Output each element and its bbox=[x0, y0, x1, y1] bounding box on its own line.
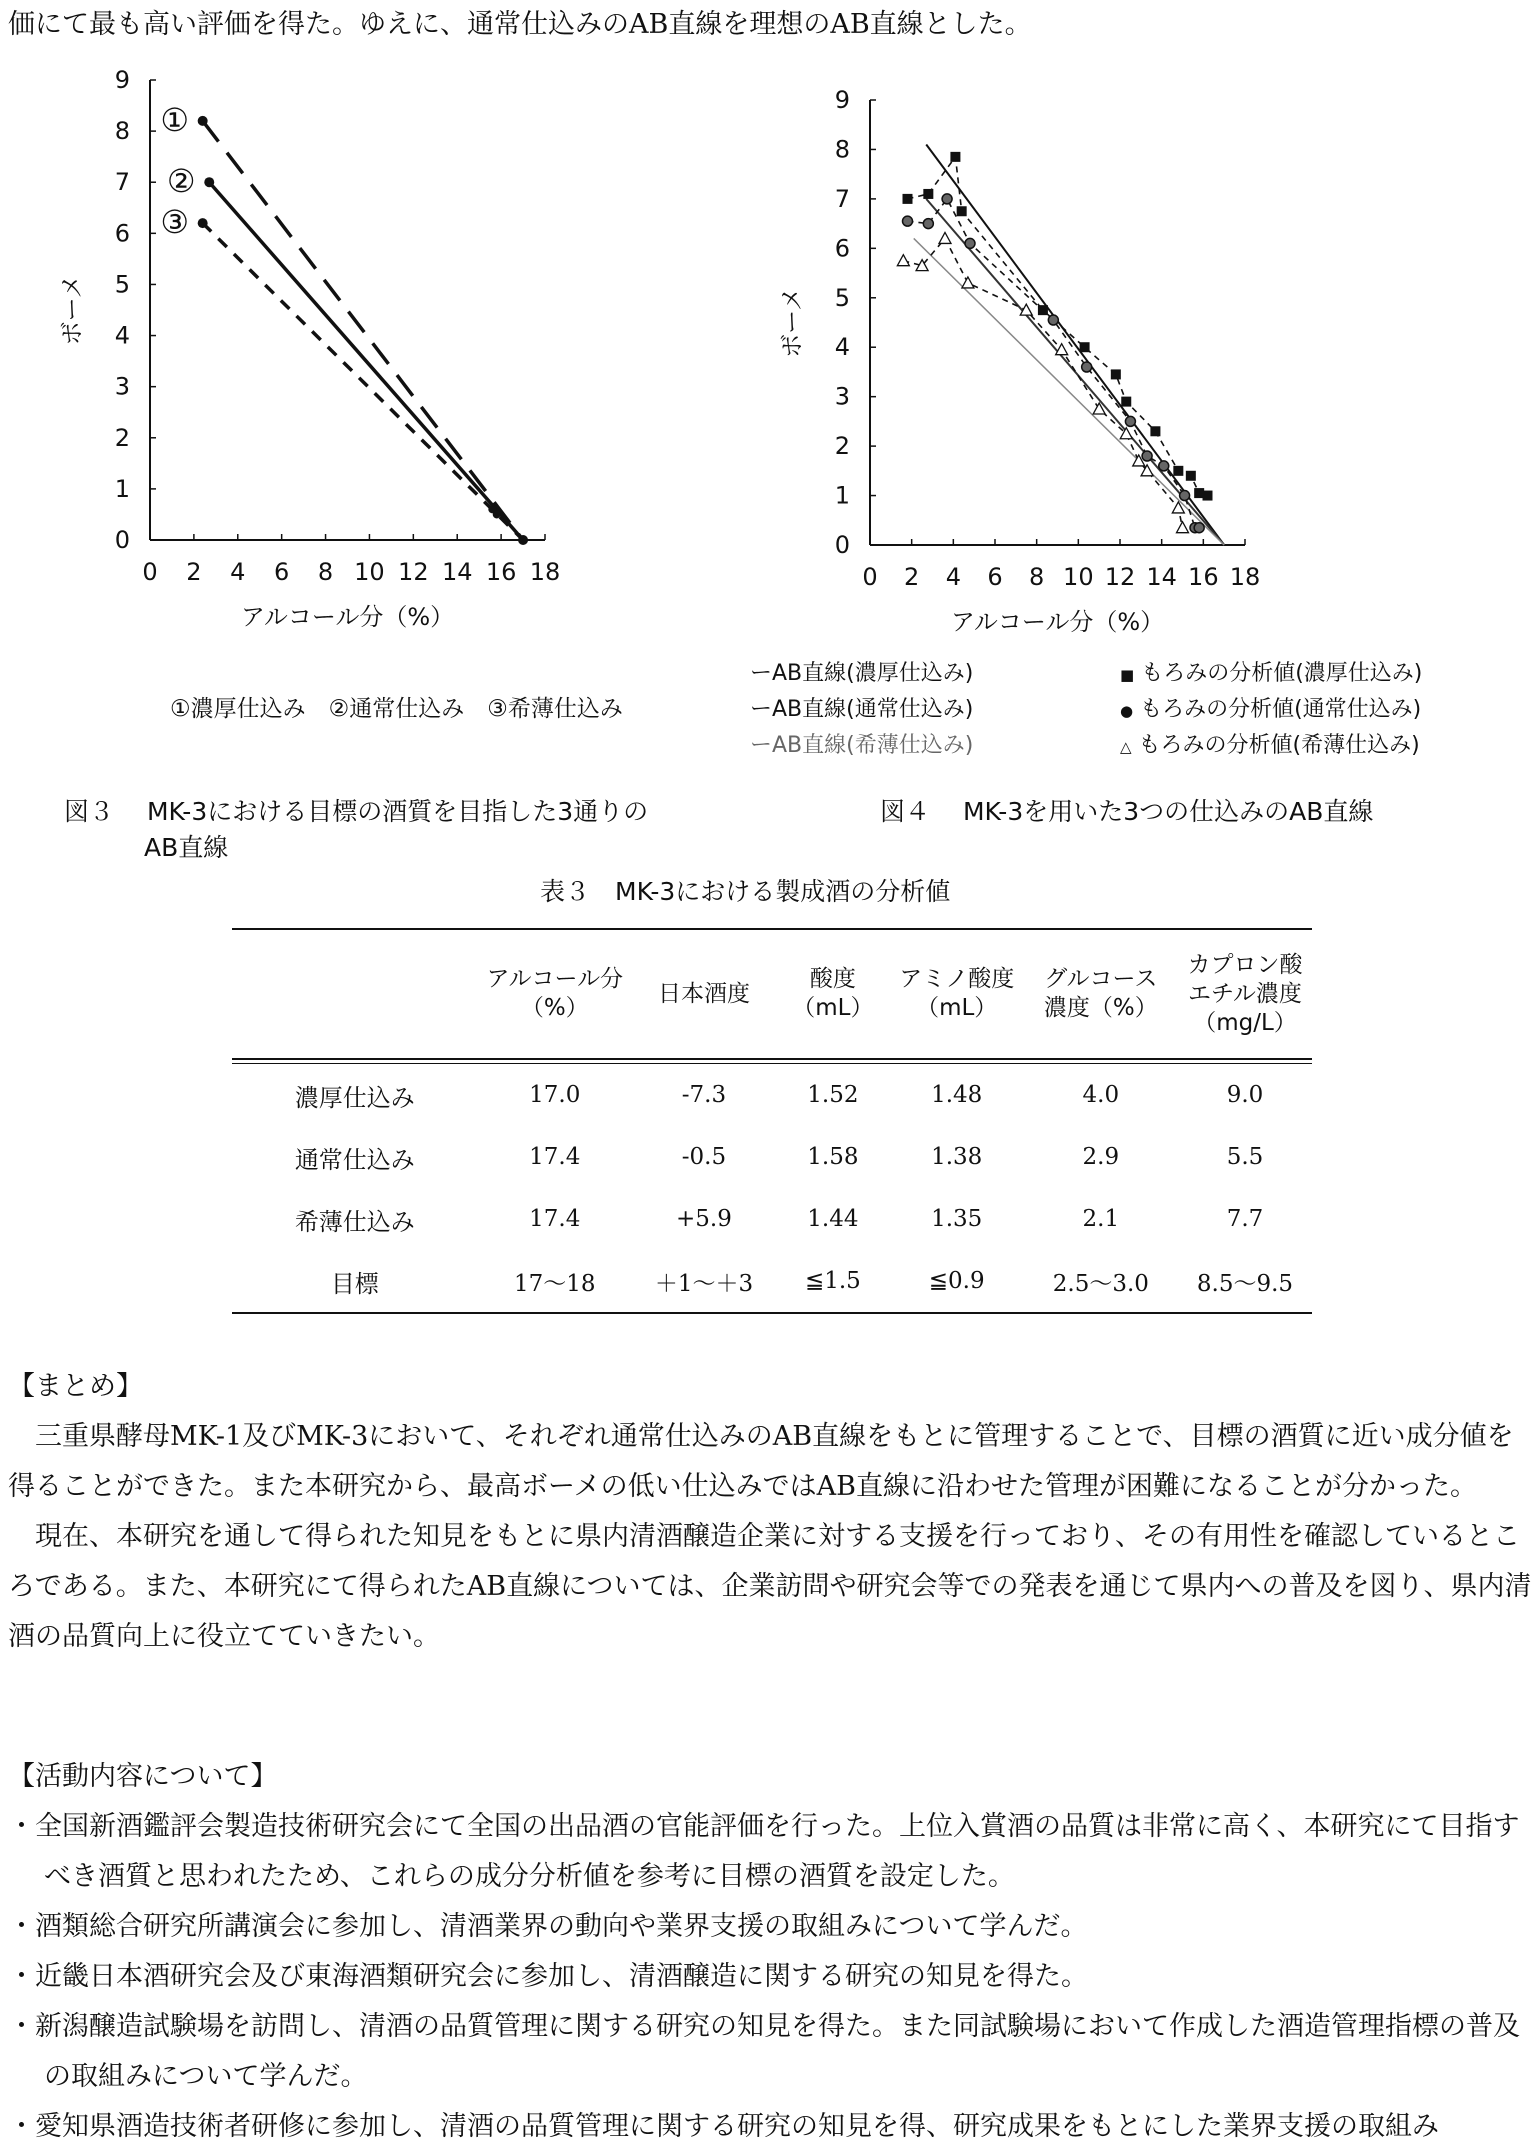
circle-marker bbox=[903, 216, 913, 226]
circle-marker bbox=[1125, 416, 1135, 426]
table-header-cell bbox=[632, 930, 776, 1058]
table-header-blank bbox=[232, 930, 478, 1058]
y-tick-label: 1 bbox=[114, 474, 130, 503]
table-header-cell bbox=[776, 930, 890, 1058]
triangle-marker bbox=[1056, 344, 1068, 355]
y-tick-label: 8 bbox=[834, 135, 850, 164]
summary-paragraph-1: 三重県酵母MK-1及びMK-3において、それぞれ通常仕込みのAB直線をもとに管理することで、目標の酒質に近い成分値を得ることができた。また本研究から、最高ボーメの低い仕込みではAB直線に沿わせた管理が困難になることが分かった。 bbox=[8, 1421, 1514, 1502]
legend-point-thick: ■ もろみの分析値(濃厚仕込み) bbox=[1120, 661, 1423, 686]
square-marker bbox=[957, 206, 967, 216]
circle-marker bbox=[1180, 491, 1190, 501]
y-axis-label: ボーメ bbox=[778, 287, 806, 358]
series-line bbox=[203, 121, 523, 540]
figure-4-legend bbox=[750, 656, 1490, 764]
table-header-line: グルコース bbox=[1044, 966, 1158, 992]
summary-heading: 【まとめ】 bbox=[8, 1371, 143, 1402]
activity-item: ・全国新酒鑑評会製造技術研究会にて全国の出品酒の官能評価を行った。上位入賞酒の品質は非常に高く、本研究にて目指すべき酒質と思われたため、これらの成分分析値を参考に目標の酒質を設定した。 bbox=[8, 1811, 1520, 1892]
x-tick-label: 6 bbox=[987, 563, 1003, 591]
figure-4-chart bbox=[760, 80, 1480, 640]
table-header-cell bbox=[478, 930, 632, 1058]
series-label: ② bbox=[166, 162, 196, 201]
y-tick-label: 4 bbox=[114, 321, 130, 350]
square-marker bbox=[1186, 471, 1196, 481]
y-tick-label: 5 bbox=[834, 283, 850, 312]
figure-4-caption-text: MK-3を用いた3つの仕込みのAB直線 bbox=[962, 797, 1374, 826]
table-cell: 17.4 bbox=[529, 1144, 581, 1170]
data-point bbox=[493, 510, 501, 518]
table-row-label: 希薄仕込み bbox=[294, 1207, 415, 1236]
legend-ab-thick: ーAB直線(濃厚仕込み) bbox=[750, 661, 974, 686]
table-header-line: 濃度（%） bbox=[1043, 995, 1158, 1021]
y-tick-label: 2 bbox=[114, 423, 130, 452]
table-header-cell bbox=[1024, 930, 1178, 1058]
x-tick-label: 2 bbox=[186, 558, 202, 586]
table-cell: 17〜18 bbox=[513, 1270, 596, 1297]
summary-paragraph-2: 現在、本研究を通して得られた知見をもとに県内清酒醸造企業に対する支援を行っており、その有用性を確認しているところである。また、本研究にて得られたAB直線については、企業訪問や研究会等での発表を通じて県内への普及を図り、県内清酒の品質向上に役立てていきたい。 bbox=[8, 1521, 1532, 1652]
table-cell: 5.5 bbox=[1226, 1144, 1264, 1170]
x-tick-label: 18 bbox=[1229, 563, 1261, 591]
activities-section bbox=[8, 1752, 1532, 2152]
table-header-line: 酸度 bbox=[809, 966, 856, 992]
table-cell: ≦1.5 bbox=[804, 1268, 861, 1294]
square-marker bbox=[1080, 342, 1090, 352]
table-cell: 17.4 bbox=[529, 1206, 581, 1232]
x-axis-label: アルコール分（%） bbox=[240, 603, 455, 631]
legend-ab-normal: ーAB直線(通常仕込み) bbox=[750, 697, 974, 722]
table-cell: +5.9 bbox=[676, 1206, 732, 1232]
table-row bbox=[232, 1250, 1312, 1312]
triangle-marker bbox=[939, 232, 951, 243]
figure-4-caption bbox=[880, 792, 1373, 828]
square-marker bbox=[1173, 466, 1183, 476]
x-tick-label: 0 bbox=[862, 563, 878, 591]
x-tick-label: 16 bbox=[1188, 563, 1219, 591]
table-cell: 2.9 bbox=[1082, 1144, 1120, 1170]
table-header-line: カプロン酸 bbox=[1187, 951, 1303, 978]
table-cell: 1.58 bbox=[807, 1144, 859, 1170]
triangle-marker bbox=[1177, 522, 1189, 533]
y-tick-label: 1 bbox=[834, 481, 850, 510]
figure-3-caption-num: 図３ bbox=[64, 797, 115, 826]
y-tick-label: 9 bbox=[834, 86, 850, 114]
y-tick-label: 3 bbox=[834, 382, 850, 411]
activity-item: ・新潟醸造試験場を訪問し、清酒の品質管理に関する研究の知見を得た。また同試験場において作成した酒造管理指標の普及の取組みについて学んだ。 bbox=[8, 2011, 1520, 2092]
y-axis-label: ボーメ bbox=[58, 274, 86, 346]
table-cell: 1.44 bbox=[807, 1206, 859, 1232]
circle-marker bbox=[965, 238, 975, 248]
table-header-line: （mL） bbox=[916, 995, 998, 1021]
x-axis-label: アルコール分（%） bbox=[950, 608, 1165, 636]
x-tick-label: 10 bbox=[354, 558, 385, 586]
series-line bbox=[209, 182, 523, 540]
table-header-line: アルコール分 bbox=[486, 966, 624, 992]
table-header-line: （mL） bbox=[792, 995, 874, 1021]
x-tick-label: 12 bbox=[1104, 563, 1136, 591]
series-label: ① bbox=[160, 100, 190, 139]
y-tick-label: 3 bbox=[114, 372, 130, 401]
y-tick-label: 4 bbox=[834, 333, 850, 362]
x-tick-label: 18 bbox=[529, 558, 561, 586]
circle-marker bbox=[1082, 362, 1092, 372]
table-cell: ≦0.9 bbox=[928, 1268, 985, 1294]
x-tick-label: 10 bbox=[1063, 563, 1094, 591]
square-marker bbox=[923, 189, 933, 199]
y-tick-label: 8 bbox=[114, 117, 130, 146]
figure-3-caption bbox=[64, 792, 648, 864]
activities-heading: 【活動内容について】 bbox=[8, 1761, 278, 1792]
table-row-label: 通常仕込み bbox=[294, 1145, 415, 1174]
circle-marker bbox=[1048, 315, 1058, 325]
figure-3-caption-text2: AB直線 bbox=[144, 833, 229, 862]
table-cell: 9.0 bbox=[1226, 1082, 1264, 1108]
table-header-line: （mg/L） bbox=[1193, 1009, 1297, 1036]
triangle-marker bbox=[897, 255, 909, 266]
y-tick-label: 5 bbox=[114, 270, 130, 299]
square-marker bbox=[1203, 491, 1213, 501]
x-tick-label: 4 bbox=[230, 558, 246, 586]
legend-point-thin: △ もろみの分析値(希薄仕込み) bbox=[1120, 733, 1420, 758]
x-tick-label: 8 bbox=[1029, 563, 1045, 591]
series-start-point bbox=[204, 177, 214, 187]
x-tick-label: 2 bbox=[904, 563, 920, 591]
figure-3-chart bbox=[40, 60, 740, 660]
circle-marker bbox=[923, 219, 933, 229]
x-tick-label: 0 bbox=[142, 558, 158, 586]
table-header-line: エチル濃度 bbox=[1188, 980, 1302, 1007]
triangle-marker bbox=[962, 277, 974, 288]
y-tick-label: 7 bbox=[114, 168, 130, 197]
circle-marker bbox=[1159, 461, 1169, 471]
x-tick-label: 14 bbox=[441, 558, 473, 586]
table-cell: 4.0 bbox=[1082, 1082, 1120, 1108]
table-cell: 2.5〜3.0 bbox=[1052, 1270, 1149, 1297]
y-tick-label: 2 bbox=[834, 432, 850, 461]
series-dashed-line bbox=[903, 238, 1182, 527]
activity-item: ・酒類総合研究所講演会に参加し、清酒業界の動向や業界支援の取組みについて学んだ。 bbox=[8, 1911, 1088, 1942]
figure-3-legend: ①濃厚仕込み ②通常仕込み ③希薄仕込み bbox=[170, 696, 623, 722]
table-cell: 8.5〜9.5 bbox=[1196, 1270, 1294, 1297]
table-header-cell bbox=[1178, 930, 1312, 1058]
legend-ab-thin: ーAB直線(希薄仕込み) bbox=[750, 733, 974, 758]
summary-section bbox=[8, 1362, 1532, 1662]
y-tick-label: 6 bbox=[114, 219, 130, 248]
circle-marker bbox=[1194, 523, 1204, 533]
intro-line: 価にて最も高い評価を得た。ゆえに、通常仕込みのAB直線を理想のAB直線とした。 bbox=[8, 9, 1032, 40]
x-tick-label: 8 bbox=[317, 558, 334, 586]
table-3 bbox=[232, 928, 1312, 1314]
square-marker bbox=[903, 194, 913, 204]
square-marker bbox=[1121, 397, 1131, 407]
series-label: ③ bbox=[160, 203, 190, 242]
series-start-point bbox=[198, 218, 208, 228]
square-marker bbox=[950, 152, 960, 162]
table-cell: 2.1 bbox=[1082, 1206, 1120, 1232]
table-row bbox=[232, 1064, 1312, 1126]
table-cell: -0.5 bbox=[681, 1144, 727, 1170]
table-cell: 7.7 bbox=[1226, 1206, 1264, 1232]
table-cell: ＋1〜＋3 bbox=[654, 1270, 754, 1297]
table-cell: 17.0 bbox=[529, 1082, 581, 1108]
table-row-label: 濃厚仕込み bbox=[294, 1083, 415, 1112]
ab-line bbox=[926, 145, 1224, 546]
x-tick-label: 4 bbox=[945, 563, 961, 591]
x-tick-label: 16 bbox=[485, 558, 517, 586]
y-tick-label: 0 bbox=[114, 526, 130, 554]
table-header-line: 日本酒度 bbox=[657, 980, 750, 1007]
table-header-line: （%） bbox=[520, 995, 589, 1021]
activity-item: ・近畿日本酒研究会及び東海酒類研究会に参加し、清酒醸造に関する研究の知見を得た。 bbox=[8, 1961, 1088, 1992]
y-tick-label: 6 bbox=[834, 234, 850, 263]
table-cell: 1.35 bbox=[931, 1206, 983, 1232]
circle-marker bbox=[1142, 451, 1152, 461]
table-row bbox=[232, 1126, 1312, 1188]
figure-4-caption-num: 図４ bbox=[880, 797, 931, 826]
table-header-cell bbox=[890, 930, 1024, 1058]
y-tick-label: 7 bbox=[834, 184, 850, 213]
circle-marker bbox=[942, 194, 952, 204]
table-cell: -7.3 bbox=[681, 1082, 727, 1108]
table-row bbox=[232, 1188, 1312, 1250]
x-tick-label: 6 bbox=[274, 558, 290, 586]
table-cell: 1.48 bbox=[931, 1082, 983, 1108]
x-tick-label: 12 bbox=[398, 558, 429, 586]
table-header-line: アミノ酸度 bbox=[899, 966, 1015, 992]
x-tick-label: 14 bbox=[1146, 563, 1177, 591]
table-row-label: 目標 bbox=[330, 1269, 379, 1298]
y-tick-label: 0 bbox=[834, 531, 850, 559]
legend-point-normal: ● もろみの分析値(通常仕込み) bbox=[1120, 697, 1422, 722]
table-3-title: 表３ MK-3における製成酒の分析値 bbox=[540, 877, 951, 906]
figure-3-caption-text: MK-3における目標の酒質を目指した3通りの bbox=[146, 797, 649, 826]
series-dashed-line bbox=[908, 199, 1200, 528]
ab-line bbox=[914, 238, 1224, 545]
table-cell: 1.52 bbox=[807, 1082, 859, 1108]
table-cell: 1.38 bbox=[931, 1144, 983, 1170]
activity-item: ・愛知県酒造技術者研修に参加し、清酒の品質管理に関する研究の知見を得、研究成果をもとにした業界支援の取組み bbox=[8, 2111, 1439, 2142]
square-marker bbox=[1150, 426, 1160, 436]
square-marker bbox=[1111, 369, 1121, 379]
endpoint-marker bbox=[518, 535, 528, 545]
y-tick-label: 9 bbox=[114, 66, 130, 94]
series-start-point bbox=[198, 116, 208, 126]
series-line bbox=[203, 223, 523, 540]
